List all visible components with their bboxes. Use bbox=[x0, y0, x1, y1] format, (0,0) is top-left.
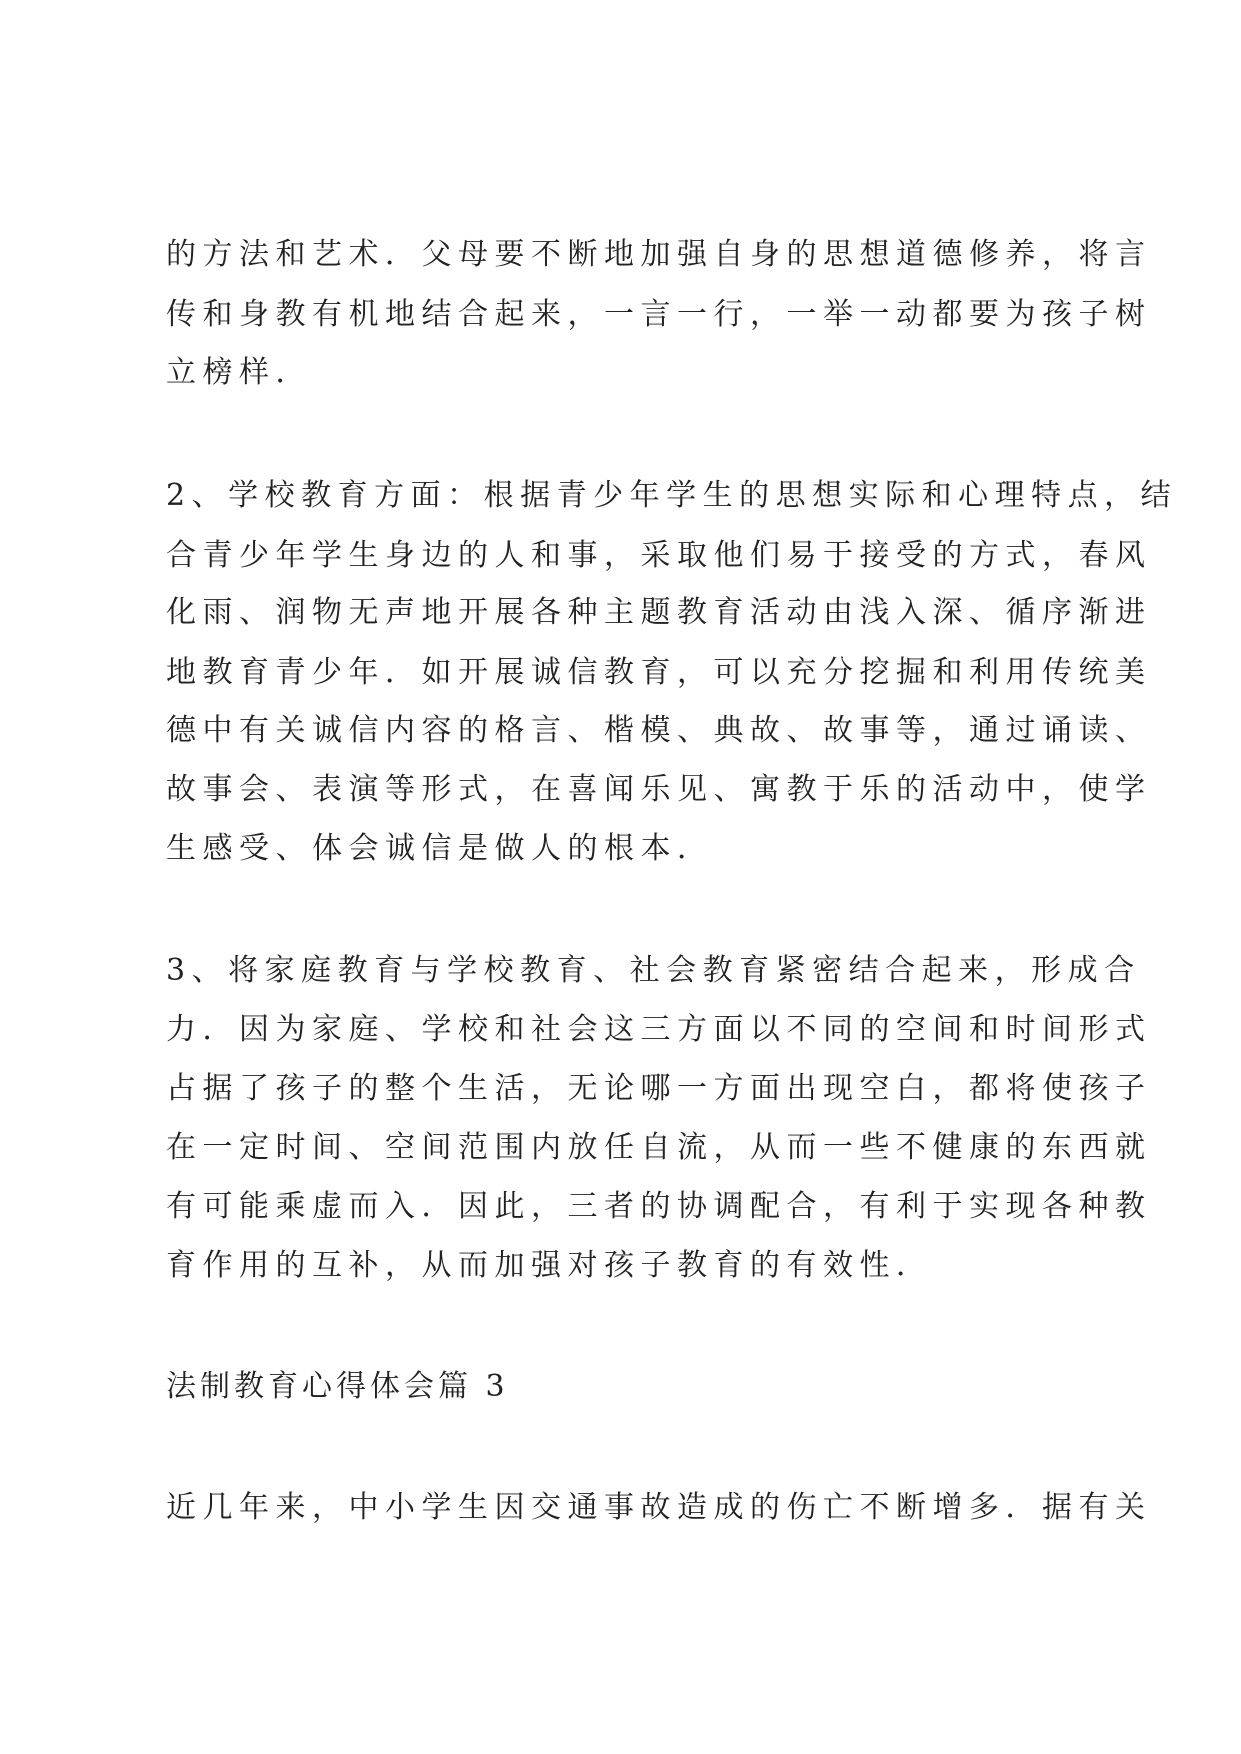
section-heading: 法制教育心得体会篇 3 bbox=[166, 1369, 509, 1404]
text-line: 生感受、体会诚信是做人的根本． bbox=[166, 831, 714, 866]
text-line: 合青少年学生身边的人和事，采取他们易于接受的方式，春风 bbox=[166, 538, 1152, 573]
text-line: 故事会、表演等形式，在喜闻乐见、寓教于乐的活动中，使学 bbox=[166, 772, 1152, 807]
text-line: 近几年来，中小学生因交通事故造成的伤亡不断增多．据有关 bbox=[166, 1490, 1152, 1525]
text-line: 力．因为家庭、学校和社会这三方面以不同的空间和时间形式 bbox=[166, 1012, 1152, 1047]
text-line: 有可能乘虚而入．因此，三者的协调配合，有利于实现各种教 bbox=[166, 1189, 1152, 1224]
text-line: 在一定时间、空间范围内放任自流，从而一些不健康的东西就 bbox=[166, 1130, 1152, 1165]
text-line: 地教育青少年．如开展诚信教育，可以充分挖掘和利用传统美 bbox=[166, 655, 1152, 690]
text-line: 传和身教有机地结合起来，一言一行，一举一动都要为孩子树 bbox=[166, 297, 1152, 332]
text-line: 德中有关诚信内容的格言、楷模、典故、故事等，通过诵读、 bbox=[166, 713, 1152, 748]
text-line: 育作用的互补，从而加强对孩子教育的有效性． bbox=[166, 1248, 933, 1283]
text-line: 3、将家庭教育与学校教育、社会教育紧密结合起来，形成合 bbox=[166, 953, 1141, 988]
text-line: 占据了孩子的整个生活，无论哪一方面出现空白，都将使孩子 bbox=[166, 1071, 1152, 1106]
text-line: 立榜样． bbox=[166, 355, 312, 390]
text-line: 的方法和艺术．父母要不断地加强自身的思想道德修养，将言 bbox=[166, 237, 1152, 272]
text-line: 2、学校教育方面：根据青少年学生的思想实际和心理特点，结 bbox=[166, 478, 1178, 513]
text-line: 化雨、润物无声地开展各种主题教育活动由浅入深、循序渐进 bbox=[166, 595, 1152, 630]
